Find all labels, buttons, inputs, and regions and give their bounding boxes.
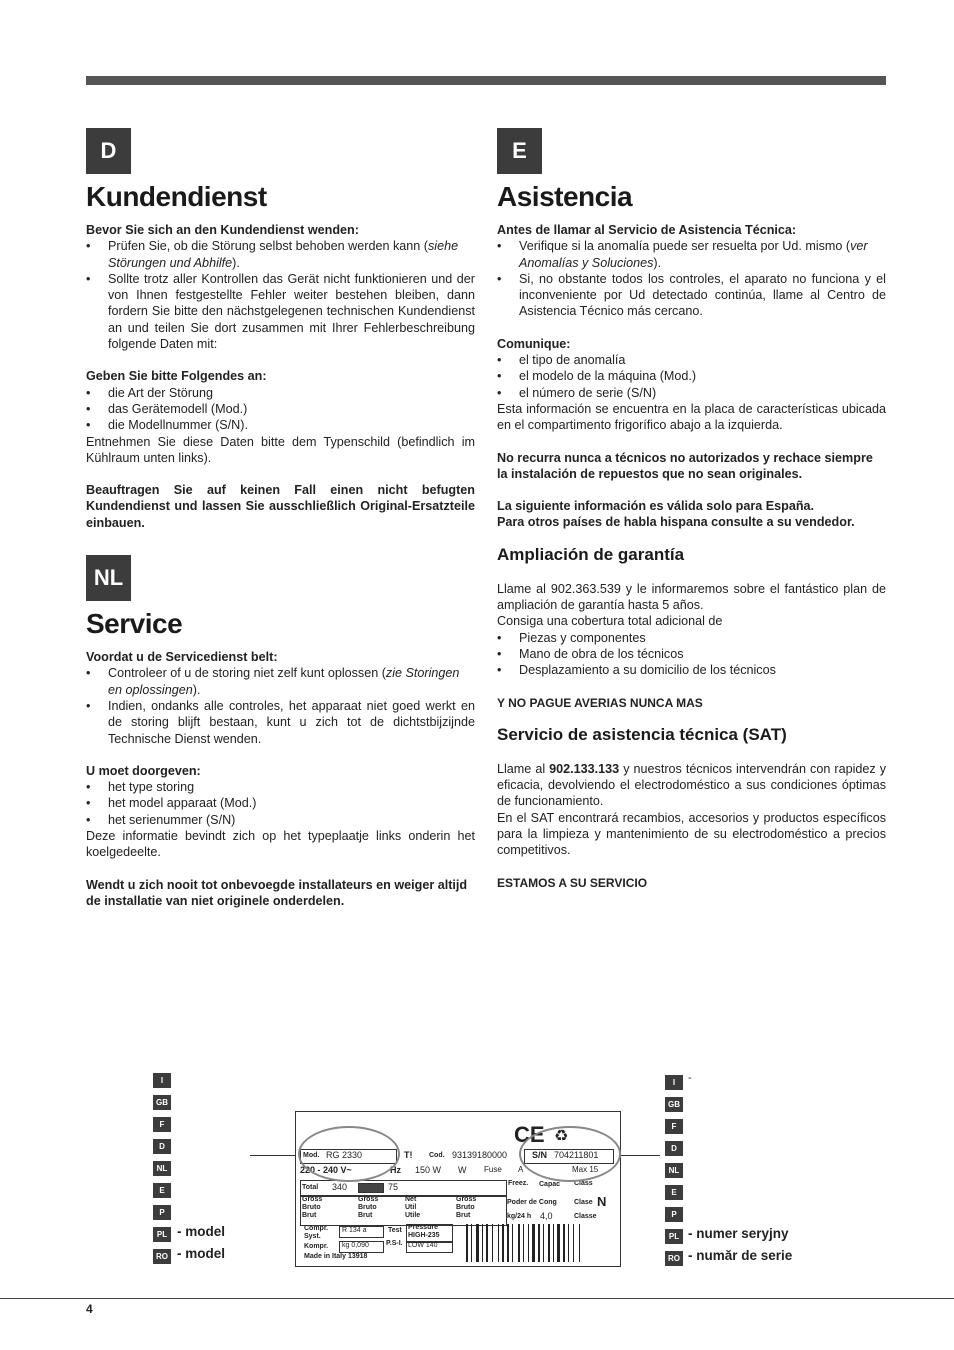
list-item: • Prüfen Sie, ob die Störung selbst behoben werden kann (siehe Störungen und Abhilfe). — [86, 238, 475, 271]
code-badge: P — [153, 1205, 171, 1220]
code-badge: E — [665, 1185, 683, 1200]
gross-2: Gross Bruto Brut — [358, 1196, 379, 1219]
left-language-codes — [153, 1073, 171, 1271]
warranty-slogan: Y NO PAGUE AVERIAS NUNCA MAS — [497, 695, 703, 710]
capac: Capac — [539, 1181, 561, 1188]
barcode-stripe — [548, 1224, 550, 1262]
sat-title: Servicio de asistencia técnica (SAT) — [497, 724, 787, 744]
ce-mark: CE — [514, 1122, 545, 1147]
kg-value: 4,0 — [540, 1211, 553, 1221]
barcode-stripe — [466, 1224, 468, 1262]
spanish-title: Asistencia — [497, 181, 633, 212]
code-badge: I — [153, 1073, 171, 1088]
barcode-stripe — [471, 1224, 472, 1262]
barcode-stripe — [543, 1224, 544, 1262]
dutch-checks — [86, 665, 475, 746]
sat-text-2: En el SAT encontrará recambios, accesorios y productos específicos para la limpieza y mantenimiento de su electrodoméstico a precios competitivos. — [497, 810, 886, 858]
code-badge: NL — [665, 1163, 683, 1178]
classe: Classe — [574, 1213, 597, 1220]
list-item: • el modelo de la máquina (Mod.) — [497, 368, 886, 384]
left-label-pl: - model — [177, 1224, 226, 1239]
gross-1: Gross Bruto Brut — [302, 1196, 323, 1219]
code-badge: RO — [153, 1249, 171, 1264]
list-item: • el número de serie (S/N) — [497, 385, 886, 401]
code-badge: I — [665, 1075, 683, 1090]
page-number: 4 — [86, 1302, 93, 1316]
barcode-stripe — [568, 1224, 569, 1262]
barcode-stripe — [518, 1224, 520, 1262]
list-item: • Sollte trotz aller Kontrollen das Gerät nicht funktionieren und der von Ihnen festgestellte Fehler weiter bestehen bleiben, dann fordern Sie bitte den nächstgelegenen technischen Kundendienst an und teilen Sie dort zusammen mit Ihrer Fehlerbeschreibung folgende Daten mit: — [86, 271, 475, 352]
class-a: Class — [574, 1180, 593, 1187]
language-badge-d: D — [86, 128, 131, 174]
barcode-stripe — [553, 1224, 554, 1262]
watt2: W — [458, 1165, 467, 1175]
gross-3: Gross Bruto Brut — [456, 1196, 477, 1219]
barcode-stripe — [523, 1224, 524, 1262]
refrigerant: R 134 a — [342, 1227, 367, 1234]
german-give-heading: Geben Sie bitte Folgendes an: — [86, 369, 267, 384]
right-label-i: - — [688, 1072, 692, 1084]
spanish-checks — [497, 238, 886, 319]
barcode-stripe — [476, 1224, 479, 1262]
list-item: • el tipo de anomalía — [497, 352, 886, 368]
watt: 150 W — [415, 1165, 442, 1175]
code-badge: PL — [665, 1229, 683, 1244]
model-highlight-ring — [298, 1126, 400, 1182]
list-item: • het model apparaat (Mod.) — [86, 795, 475, 811]
sat-text: Llame al 902.133.133 y nuestros técnicos intervendrán con rapidez y eficacia, devolviendo el electrodoméstico a sus condiciones óptimas de funcionamiento. — [497, 761, 886, 809]
spanish-info: Esta información se encuentra en la placa de características ubicada en el compartimento frigorífico abajo a la izquierda. — [497, 401, 886, 433]
barcode-stripe — [579, 1224, 580, 1262]
mod-value: RG 2330 — [326, 1150, 363, 1160]
barcode-stripe — [486, 1224, 488, 1262]
code-badge: E — [153, 1183, 171, 1198]
barcode — [466, 1224, 616, 1262]
compr: Compr. Syst. — [304, 1225, 329, 1240]
list-item: • Si, no obstante todos los controles, el aparato no funciona y el inconveniente por Ud detectado continúa, llame al Centro de Asistencia Técnico más cercano. — [497, 271, 886, 320]
low: LOW 140 — [408, 1242, 438, 1249]
spain-note-1: La siguiente información es válida solo para España. — [497, 499, 815, 514]
fuse: Fuse — [484, 1165, 502, 1174]
right-language-codes — [665, 1075, 683, 1273]
disposal-icon: ♻ — [554, 1128, 569, 1145]
clase: Clase — [574, 1199, 593, 1206]
code-badge: GB — [665, 1097, 683, 1112]
list-item: • das Gerätemodell (Mod.) — [86, 401, 475, 417]
dutch-title: Service — [86, 608, 183, 640]
code-badge: D — [153, 1139, 171, 1154]
dutch-give-list — [86, 779, 475, 828]
right-label-pl: - numer seryjny — [688, 1226, 789, 1241]
list-item: • het serienummer (S/N) — [86, 812, 475, 828]
spanish-column — [497, 128, 886, 891]
spanish-intro: Antes de llamar al Servicio de Asistencia Técnica: — [497, 223, 797, 237]
barcode-stripe — [563, 1224, 565, 1262]
list-item: • het type storing — [86, 779, 475, 795]
german-checks — [86, 238, 475, 352]
barcode-stripe — [507, 1224, 509, 1262]
german-intro: Bevor Sie sich an den Kundendienst wenden: — [86, 223, 359, 237]
poder: Poder de Cong — [507, 1199, 557, 1206]
pressure: Pressure HIGH-235 — [408, 1224, 440, 1239]
warranty-list — [497, 630, 886, 679]
warranty-title: Ampliación de garantía — [497, 544, 685, 564]
warranty-cover: Consiga una cobertura total adicional de — [497, 614, 723, 629]
code-badge: GB — [153, 1095, 171, 1110]
code-badge: D — [665, 1141, 683, 1156]
clase-value: N — [597, 1194, 607, 1209]
freez: Freez. — [508, 1180, 529, 1187]
sat-slogan: ESTAMOS A SU SERVICIO — [497, 875, 648, 890]
kg24: kg/24 h — [507, 1213, 532, 1220]
german-title: Kundendienst — [86, 181, 267, 212]
kg-value-2: kg 0,090 — [342, 1242, 369, 1249]
dutch-give-heading: U moet doorgeven: — [86, 763, 201, 778]
spanish-give-list — [497, 352, 886, 401]
kompr: Kompr. — [304, 1243, 329, 1250]
barcode-stripe — [512, 1224, 513, 1262]
dutch-info: Deze informatie bevindt zich op het typeplaatje links onderin het koelgedeelte. — [86, 829, 475, 860]
german-warning: Beauftragen Sie auf keinen Fall einen nicht befugten Kundendienst und lassen Sie ausschließlich Original-Ersatzteile einbauen. — [86, 483, 475, 530]
barcode-stripe — [492, 1224, 493, 1262]
warranty-text: Llame al 902.363.539 y le informaremos sobre el fantástico plan de ampliación de garantía hasta 5 años. — [497, 581, 886, 613]
code-badge: F — [665, 1119, 683, 1134]
code-badge: F — [153, 1117, 171, 1132]
psi: P.S-I. — [386, 1240, 403, 1247]
serial-highlight-ring — [519, 1126, 621, 1182]
value-75: 75 — [388, 1182, 399, 1192]
barcode-stripe — [482, 1224, 483, 1262]
spanish-give-heading: Comunique: — [497, 336, 571, 351]
language-badge-e: E — [497, 128, 542, 174]
list-item: • die Art der Störung — [86, 385, 475, 401]
cod-label: Cod. — [429, 1152, 445, 1159]
barcode-stripe — [573, 1224, 574, 1262]
total-label: Total — [302, 1184, 319, 1191]
sn-label: S/N — [532, 1150, 548, 1160]
sn-value: 704211801 — [554, 1150, 599, 1160]
spain-note-2: Para otros países de habla hispana consulte a su vendedor. — [497, 515, 855, 530]
list-item: • Verifique si la anomalía puede ser resuelta por Ud. mismo (ver Anomalías y Soluciones). — [497, 238, 886, 271]
amp: A — [518, 1165, 524, 1174]
total-value: 340 — [332, 1182, 348, 1192]
language-badge-nl: NL — [86, 555, 131, 601]
test: Test — [388, 1227, 402, 1234]
right-label-ro: - număr de serie — [688, 1248, 793, 1263]
list-item: • Controleer of u de storing niet zelf kunt oplossen (zie Storingen en oplossingen). — [86, 665, 475, 698]
german-info: Entnehmen Sie diese Daten bitte dem Typenschild (befindlich im Kühlraum unten links). — [86, 434, 475, 465]
ti-mark: T! — [404, 1150, 413, 1160]
barcode-stripe — [538, 1224, 540, 1262]
code-badge: PL — [153, 1227, 171, 1242]
list-item: • Piezas y componentes — [497, 630, 886, 646]
bottom-rule — [0, 1298, 954, 1299]
made-in: Made in Italy 13918 — [304, 1253, 368, 1260]
code-badge: NL — [153, 1161, 171, 1176]
german-dutch-column — [86, 128, 475, 909]
cod-value: 93139180000 — [452, 1150, 508, 1160]
barcode-stripe — [498, 1224, 499, 1262]
hz: Hz — [390, 1165, 401, 1175]
list-item: • Indien, ondanks alle controles, het apparaat niet goed werkt en de storing blijft bestaan, kunt u zich tot de dichtstbijzijnde Technische Dienst wenden. — [86, 698, 475, 747]
left-label-ro: - model — [177, 1246, 226, 1261]
barcode-stripe — [557, 1224, 560, 1262]
list-item: • Desplazamiento a su domicilio de los técnicos — [497, 662, 886, 678]
list-item: • Mano de obra de los técnicos — [497, 646, 886, 662]
code-badge: P — [665, 1207, 683, 1222]
max: Max 15 — [572, 1165, 599, 1174]
dutch-intro: Voordat u de Servicedienst belt: — [86, 650, 278, 665]
code-badge: RO — [665, 1251, 683, 1266]
mod-label: Mod. — [303, 1152, 320, 1159]
dutch-warning: Wendt u zich nooit tot onbevoegde installateurs en weiger altijd de installatie van niet originele onderdelen. — [86, 877, 468, 908]
barcode-stripe — [528, 1224, 529, 1262]
net: Net Util Utile — [405, 1196, 421, 1219]
list-item: • die Modellnummer (S/N). — [86, 417, 475, 433]
german-give-list — [86, 385, 475, 434]
barcode-stripe — [502, 1224, 504, 1262]
top-rule — [86, 76, 886, 85]
voltage: 220 - 240 V~ — [300, 1165, 352, 1175]
star-rating-icon — [358, 1183, 384, 1193]
spanish-warning: No recurra nunca a técnicos no autorizados y rechace siempre la instalación de repuestos que no sean originales. — [497, 450, 873, 481]
barcode-stripe — [532, 1224, 535, 1262]
